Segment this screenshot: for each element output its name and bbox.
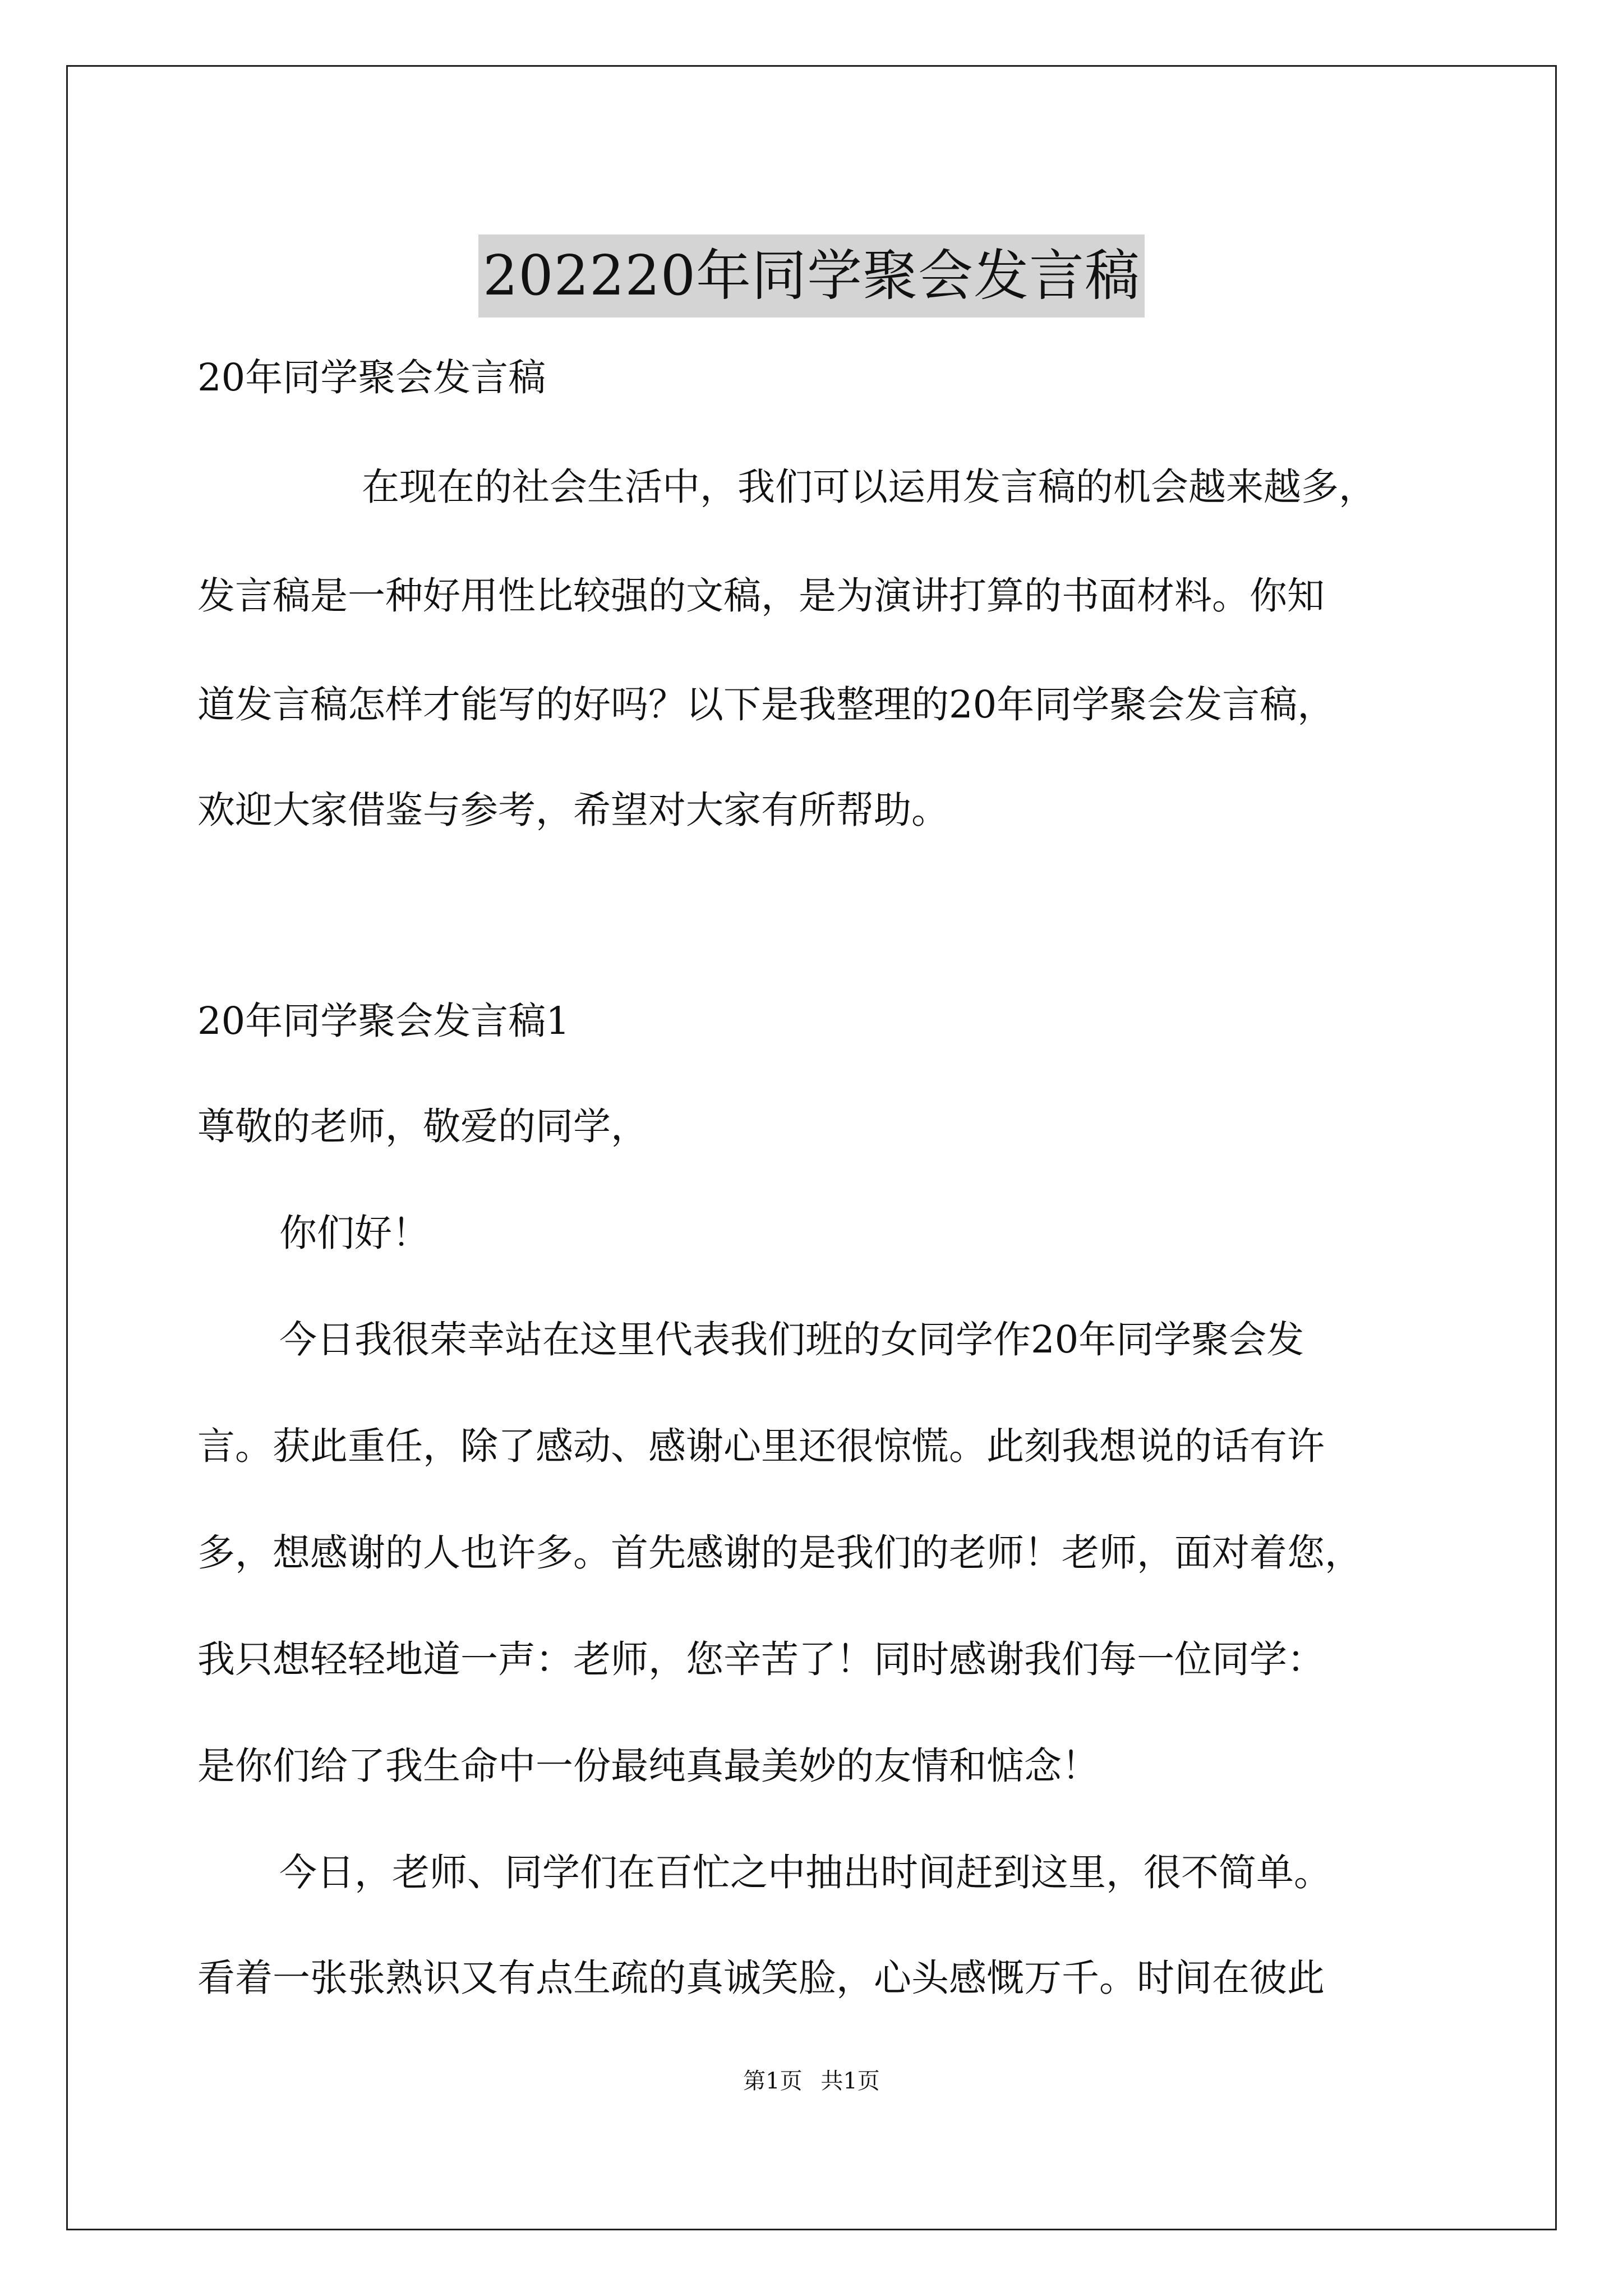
paragraph-line: 多，想感谢的人也许多。首先感谢的是我们的老师！老师，面对着您， <box>197 1531 1362 1575</box>
salutation: 尊敬的老师，敬爱的同学， <box>197 1105 648 1148</box>
paragraph-line: 欢迎大家借鉴与参考，希望对大家有所帮助。 <box>197 788 949 832</box>
page-number: 第1页 <box>743 2068 803 2094</box>
page-footer <box>0 2064 1623 2098</box>
paragraph-line: 言。获此重任，除了感动、感谢心里还很惊慌。此刻我想说的话有许 <box>197 1424 1325 1468</box>
paragraph-line: 我只想轻轻地道一声：老师，您辛苦了！同时感谢我们每一位同学： <box>197 1637 1325 1681</box>
subtitle: 20年同学聚会发言稿 <box>197 356 546 399</box>
paragraph-line: 发言稿是一种好用性比较强的文稿，是为演讲打算的书面材料。你知 <box>197 574 1325 618</box>
title-container <box>0 197 1623 354</box>
paragraph-line: 今日我很荣幸站在这里代表我们班的女同学作20年同学聚会发 <box>279 1318 1304 1361</box>
document-title: 202220年同学聚会发言稿 <box>478 234 1145 318</box>
page-total: 共1页 <box>820 2068 880 2094</box>
greeting: 你们好！ <box>279 1211 430 1255</box>
paragraph-line: 看着一张张熟识又有点生疏的真诚笑脸，心头感慨万千。时间在彼此 <box>197 1956 1325 2000</box>
paragraph-line: 道发言稿怎样才能写的好吗？以下是我整理的20年同学聚会发言稿， <box>197 683 1335 726</box>
paragraph-line: 在现在的社会生活中，我们可以运用发言稿的机会越来越多， <box>362 465 1376 509</box>
paragraph-line: 今日，老师、同学们在百忙之中抽出时间赶到这里，很不简单。 <box>279 1851 1331 1894</box>
section-heading: 20年同学聚会发言稿1 <box>197 999 570 1043</box>
paragraph-line: 是你们给了我生命中一份最纯真最美妙的友情和惦念！ <box>197 1744 1099 1788</box>
